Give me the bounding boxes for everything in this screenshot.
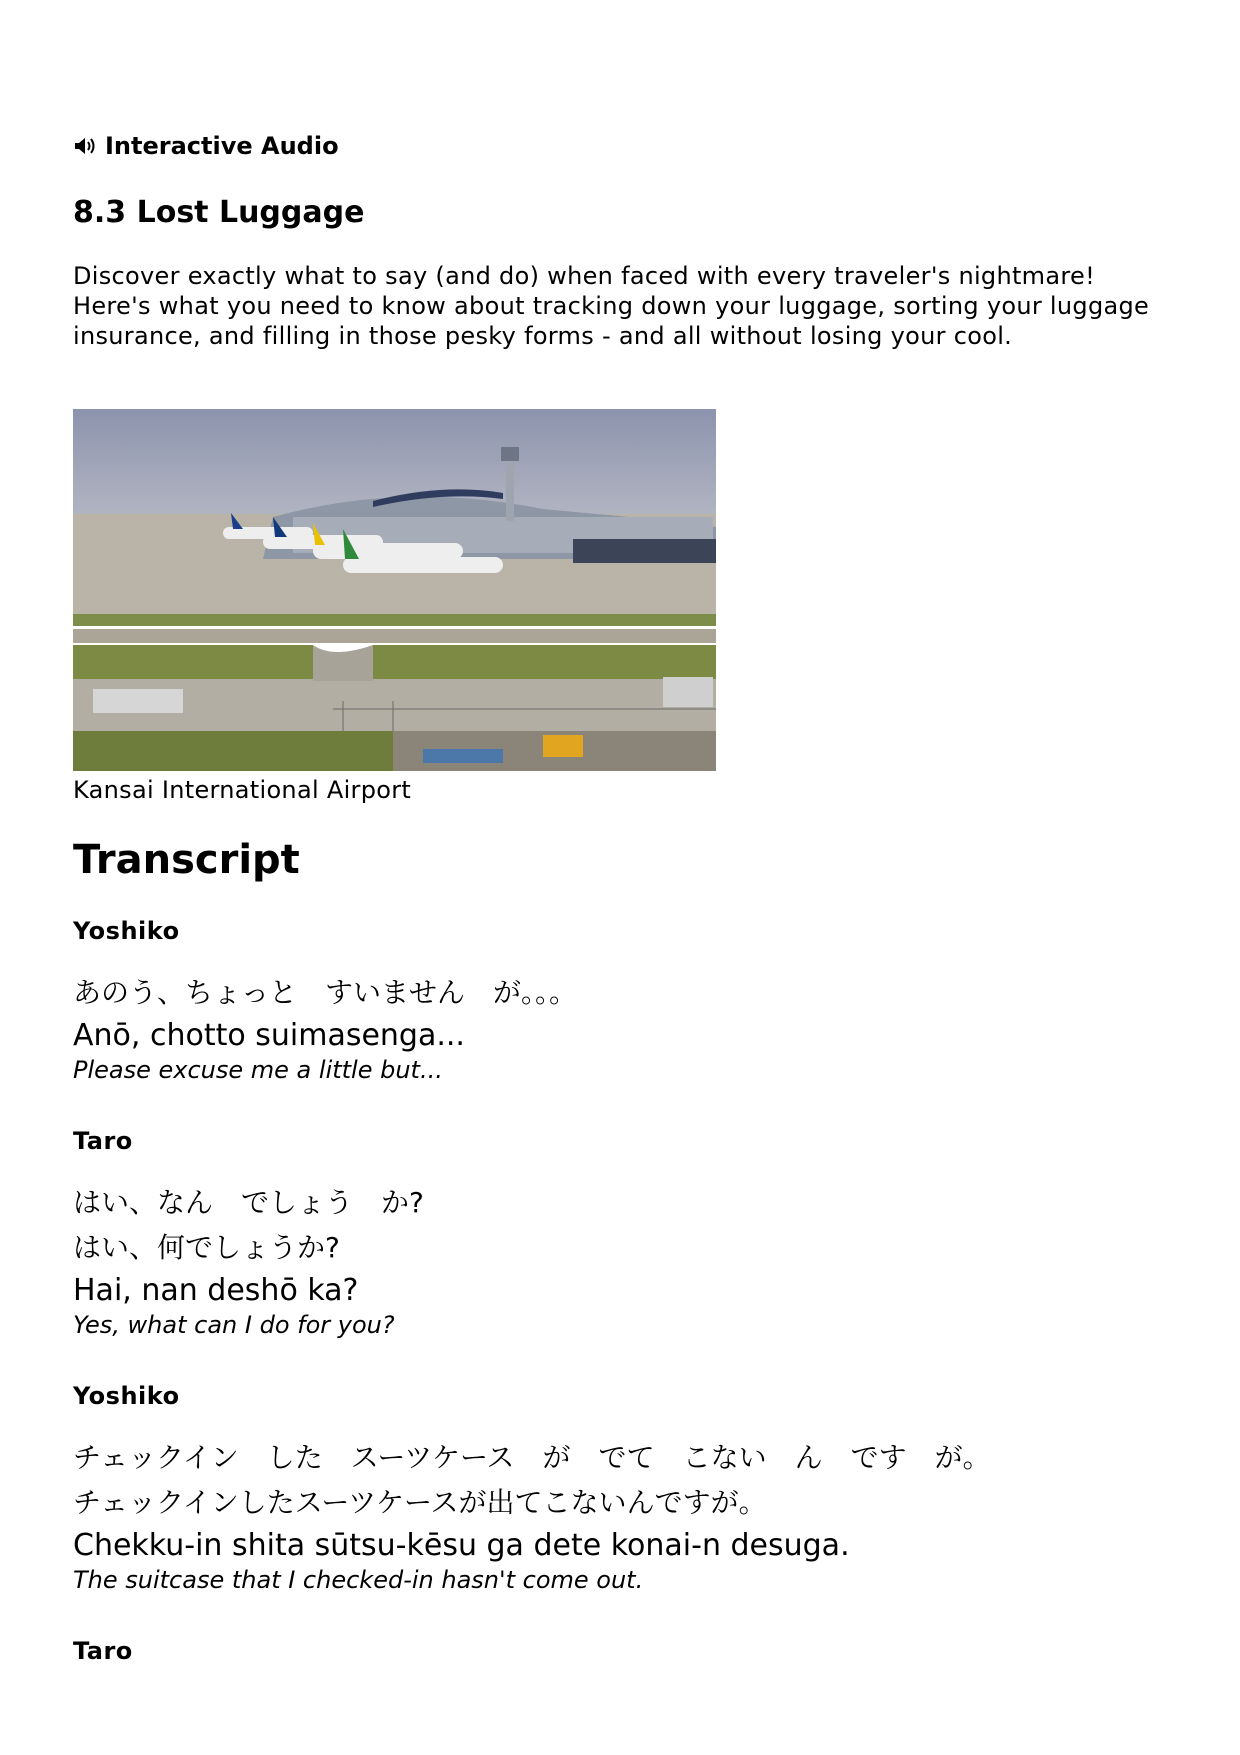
japanese-line: チェックインしたスーツケースが出てこないんですが。 [73, 1486, 767, 1519]
japanese-line: はい、何でしょうか? [73, 1231, 340, 1264]
transcript-entry [73, 1636, 1173, 1666]
section-title: 8.3 Lost Luggage [73, 195, 365, 230]
english-translation: The suitcase that I checked-in hasn't come out. [73, 1566, 644, 1594]
speaker-icon [73, 136, 97, 156]
speaker-name: Taro [73, 1637, 133, 1665]
romaji-line: Chekku-in shita sūtsu-kēsu ga dete konai-n desuga. [73, 1528, 850, 1563]
english-translation: Yes, what can I do for you? [73, 1311, 395, 1339]
transcript-entry [73, 1381, 1173, 1593]
japanese-spaced-line: あのう、ちょっと すいません が。。。 [73, 976, 578, 1009]
photo-caption: Kansai International Airport [73, 776, 412, 804]
airport-photo [73, 409, 716, 771]
transcript-entry [73, 916, 1173, 1083]
interactive-audio-header[interactable] [73, 131, 339, 161]
interactive-audio-label: Interactive Audio [105, 132, 339, 160]
romaji-line: Anō, chotto suimasenga... [73, 1018, 465, 1053]
english-translation: Please excuse me a little but... [73, 1056, 443, 1084]
japanese-spaced-line: はい、なん でしょう か? [73, 1186, 424, 1219]
transcript-entry [73, 1126, 1173, 1338]
romaji-line: Hai, nan deshō ka? [73, 1273, 359, 1308]
japanese-spaced-line: チェックイン した スーツケース が でて こない ん です が。 [73, 1441, 991, 1474]
intro-paragraph: Discover exactly what to say (and do) when faced with every traveler's nightmare! Here's what you need to know about tracking down your luggage, sorting your luggage insurance, and filling in those pesky forms - and all without losing your cool. [73, 262, 1150, 350]
speaker-name: Yoshiko [73, 917, 180, 945]
speaker-name: Yoshiko [73, 1382, 180, 1410]
speaker-name: Taro [73, 1127, 133, 1155]
transcript-title: Transcript [73, 837, 300, 883]
